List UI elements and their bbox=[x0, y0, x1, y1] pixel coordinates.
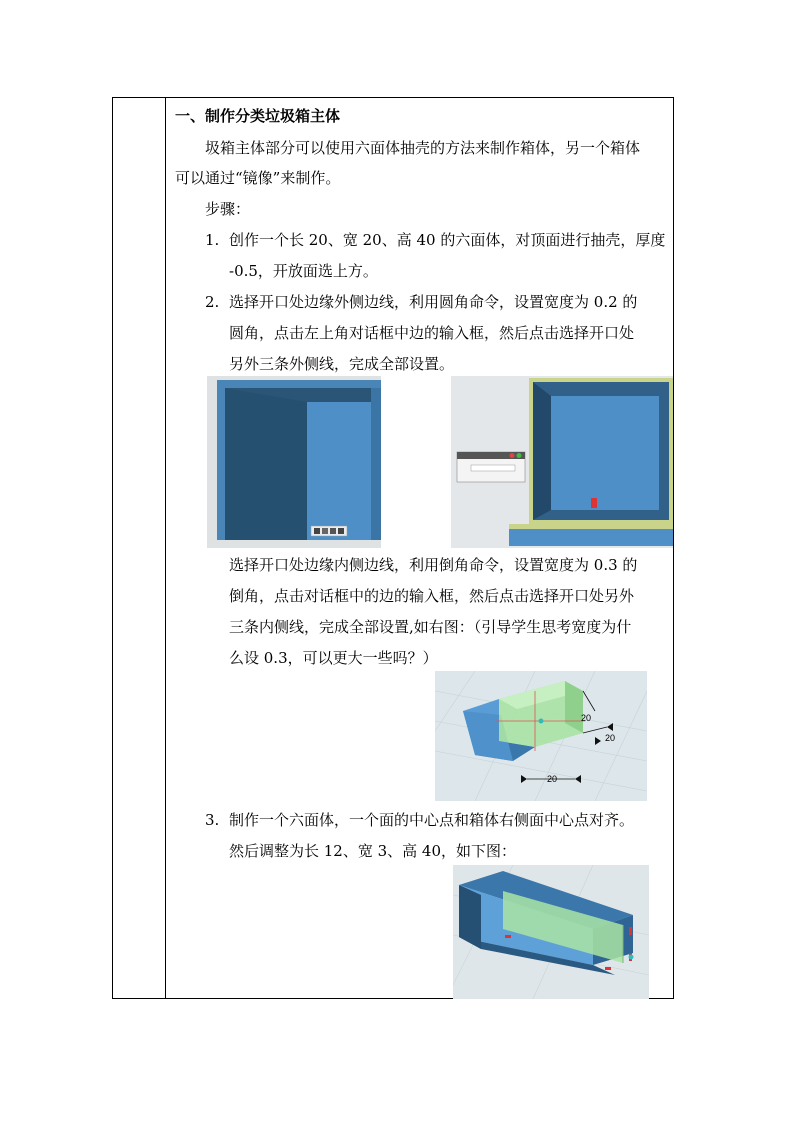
figure-chamfer-box bbox=[435, 671, 647, 801]
chamfer-box-illustration bbox=[435, 671, 647, 801]
step2-line-3: 另外三条外侧线，完成全部设置。 bbox=[229, 355, 455, 373]
dim-bottom-label: 20 bbox=[547, 774, 558, 784]
step1-number: 1. bbox=[205, 231, 220, 249]
intro-line-1: 圾箱主体部分可以使用六面体抽壳的方法来制作箱体，另一个箱体 bbox=[205, 139, 641, 157]
step2-line-2: 圆角，点击左上角对话框中边的输入框，然后点击选择开口处 bbox=[229, 324, 635, 342]
figure-fillet-dialog bbox=[451, 376, 673, 548]
dim-lower-right-label: 20 bbox=[605, 733, 616, 743]
plate-box-illustration bbox=[453, 865, 649, 999]
fillet-box-illustration bbox=[207, 376, 381, 548]
step2-number: 2. bbox=[205, 293, 220, 311]
intro-line-2: 可以通过“镜像”来制作。 bbox=[175, 169, 341, 187]
step3-line-2: 然后调整为长 12、宽 3、高 40，如下图： bbox=[229, 842, 517, 860]
lesson-content bbox=[167, 98, 673, 998]
table-column-divider bbox=[165, 98, 166, 998]
step2b-line-2: 倒角，点击对话框中的边的输入框，然后点击选择开口处另外 bbox=[229, 587, 635, 605]
steps-label: 步骤： bbox=[205, 200, 251, 218]
step1-line-1: 创作一个长 20、宽 20、高 40 的六面体，对顶面进行抽壳，厚度 bbox=[229, 231, 666, 249]
step3-number: 3. bbox=[205, 811, 220, 829]
figure-fillet-box bbox=[207, 376, 381, 548]
step3-line-1: 制作一个六面体，一个面的中心点和箱体右侧面中心点对齐。 bbox=[229, 811, 635, 829]
step1-line-2: -0.5，开放面选上方。 bbox=[229, 262, 378, 280]
step2-line-1: 选择开口处边缘外侧边线，利用圆角命令，设置宽度为 0.2 的 bbox=[229, 293, 638, 311]
section-title: 一、制作分类垃圾箱主体 bbox=[175, 107, 341, 125]
figure-plate-box bbox=[453, 865, 649, 999]
step2b-line-1: 选择开口处边缘内侧边线，利用倒角命令，设置宽度为 0.3 的 bbox=[229, 556, 638, 574]
step2b-line-3: 三条内侧线，完成全部设置,如右图：（引导学生思考宽度为什 bbox=[229, 618, 632, 636]
lesson-table bbox=[112, 97, 674, 999]
step2b-line-4: 么设 0.3，可以更大一些吗？） bbox=[229, 649, 438, 667]
fillet-dialog-illustration bbox=[451, 376, 673, 548]
dim-right-label: 20 bbox=[581, 713, 592, 723]
